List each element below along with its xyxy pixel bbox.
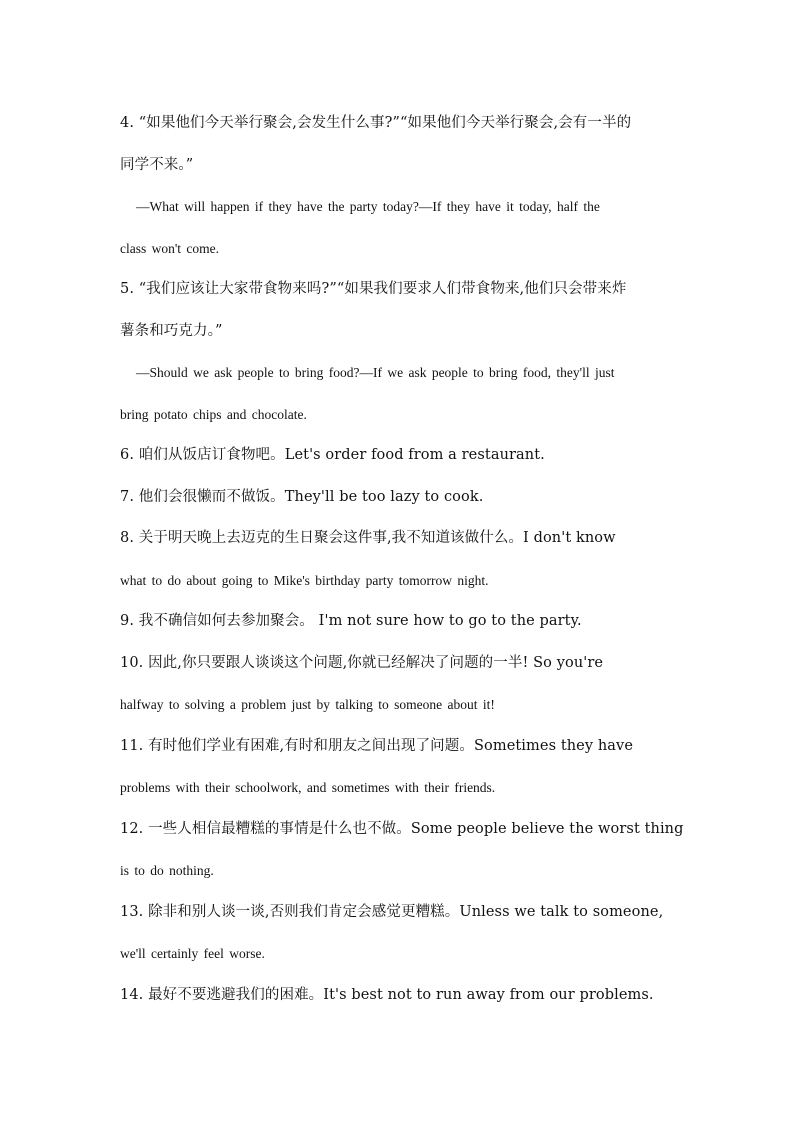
sentence-item-14 — [120, 975, 673, 1017]
sentence-item-13 — [120, 892, 673, 975]
english-translation-line: —Should we ask people to bring food?—If we ask people to bring food, they'll just — [136, 365, 615, 380]
english-translation-line: —What will happen if they have the party today?—If they have it today, half the — [136, 199, 600, 214]
sentence-item-9 — [120, 601, 673, 643]
sentence-item-7 — [120, 477, 673, 519]
sentence-line: 9. 我不确信如何去参加聚会。 I'm not sure how to go to the party. — [120, 613, 582, 629]
english-translation-line: bring potato chips and chocolate. — [120, 406, 307, 422]
sentence-line: 8. 关于明天晚上去迈克的生日聚会这件事,我不知道该做什么。I don't know — [120, 530, 616, 546]
sentence-line: 14. 最好不要逃避我们的困难。It's best not to run away from our problems. — [120, 986, 654, 1003]
sentence-line: is to do nothing. — [120, 863, 214, 878]
sentence-item-4 — [120, 103, 673, 269]
sentence-line: what to do about going to Mike's birthday party tomorrow night. — [120, 572, 489, 588]
sentence-line: halfway to solving a problem just by talking to someone about it! — [120, 697, 495, 712]
sentence-line: 10. 因此,你只要跟人谈谈这个问题,你就已经解决了问题的一半! So you're — [120, 654, 604, 671]
sentence-item-5 — [120, 269, 673, 435]
sentence-item-11 — [120, 726, 673, 809]
sentence-item-8 — [120, 518, 673, 601]
sentence-item-12 — [120, 809, 684, 892]
sentence-line: 13. 除非和别人谈一谈,否则我们肯定会感觉更糟糕。Unless we talk to someone, — [120, 903, 664, 920]
english-translation-line: class won't come. — [120, 240, 220, 256]
sentence-line: 11. 有时他们学业有困难,有时和朋友之间出现了问题。Sometimes they have — [120, 737, 634, 754]
sentence-line: problems with their schoolwork, and sometimes with their friends. — [120, 780, 496, 795]
sentence-line: 6. 咱们从饭店订食物吧。Let's order food from a restaurant. — [120, 447, 545, 463]
sentence-line: 7. 他们会很懒而不做饭。They'll be too lazy to cook. — [120, 488, 484, 505]
sentence-line: 薯条和巧克力。” — [120, 322, 223, 339]
sentence-line: 5. “我们应该让大家带食物来吗?”“如果我们要求人们带食物来,他们只会带来炸 — [120, 281, 627, 297]
sentence-item-10 — [120, 643, 673, 726]
sentence-line: 同学不来。” — [120, 156, 194, 173]
sentence-line: 12. 一些人相信最糟糕的事情是什么也不做。Some people believe the worst thing — [120, 820, 684, 837]
sentence-line: 4. “如果他们今天举行聚会,会发生什么事?”“如果他们今天举行聚会,会有一半的 — [120, 115, 632, 131]
sentence-line: we'll certainly feel worse. — [120, 946, 265, 961]
sentence-item-6 — [120, 435, 673, 477]
